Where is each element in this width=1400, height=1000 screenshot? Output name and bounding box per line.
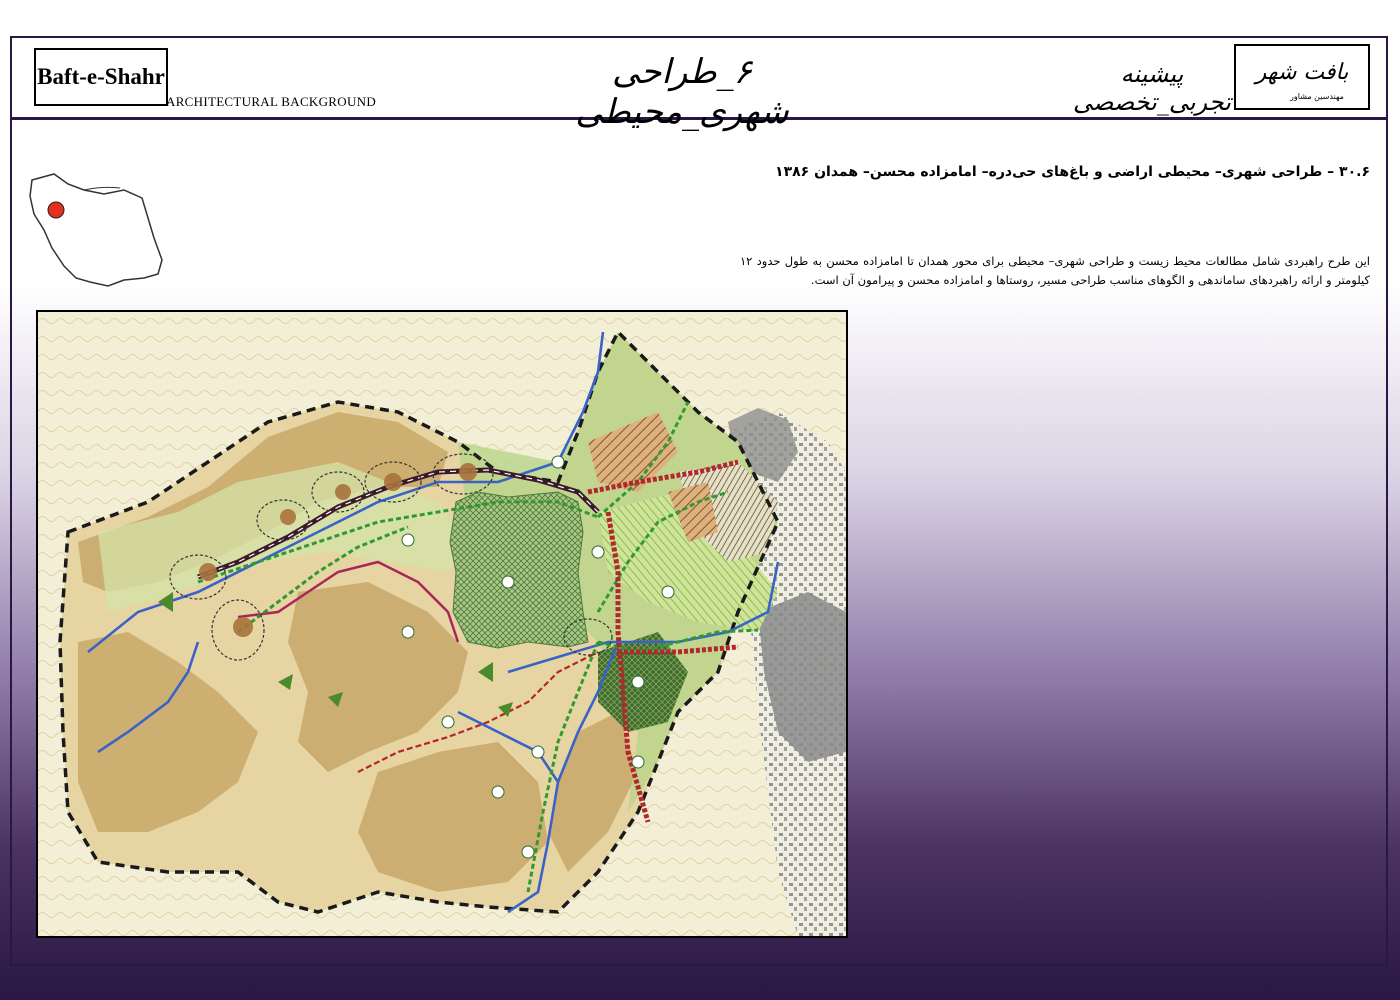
page-title: ۶_طراحی شهری_محیطی	[575, 52, 789, 132]
company-logo	[1234, 44, 1370, 110]
iran-outline	[30, 174, 162, 286]
logo-left-text: Baft-e-Shahr	[37, 64, 165, 89]
architectural-background-label: ARCHITECTURAL BACKGROUND	[166, 94, 377, 109]
urban-environmental-plan-map	[36, 310, 848, 938]
page-header	[12, 38, 1386, 132]
location-dot-icon	[48, 202, 64, 218]
baft-e-shahr-logo	[34, 48, 168, 106]
page-subtitle: پیشینه تجربی_تخصصی	[1073, 60, 1231, 116]
logo-right-text: بافت شهر	[1255, 60, 1349, 85]
orchard-zone	[450, 492, 588, 648]
logo-right-caption: مهندسین مشاور	[1290, 92, 1344, 101]
section-title: ۳۰.۶ – طراحی شهری– محیطی اراضی و باغ‌های حی‌دره– امامزاده محسن– همدان ۱۳۸۶	[775, 164, 1370, 180]
section-description: این طرح راهبردی شامل مطالعات محیط زیست و طراحی شهری– محیطی برای محور همدان تا امامزاده محسن به طول حدود ۱۲ کیلومتر و ارائه راهبردهای ساماندهی و الگوهای مناسب طراحی مسیر، روستاها و امامزاده محسن و پیرامون آن است.	[740, 254, 1370, 287]
company-logo-mark	[1237, 47, 1367, 107]
caspian-coast	[84, 187, 120, 190]
iran-location-map	[24, 168, 174, 308]
